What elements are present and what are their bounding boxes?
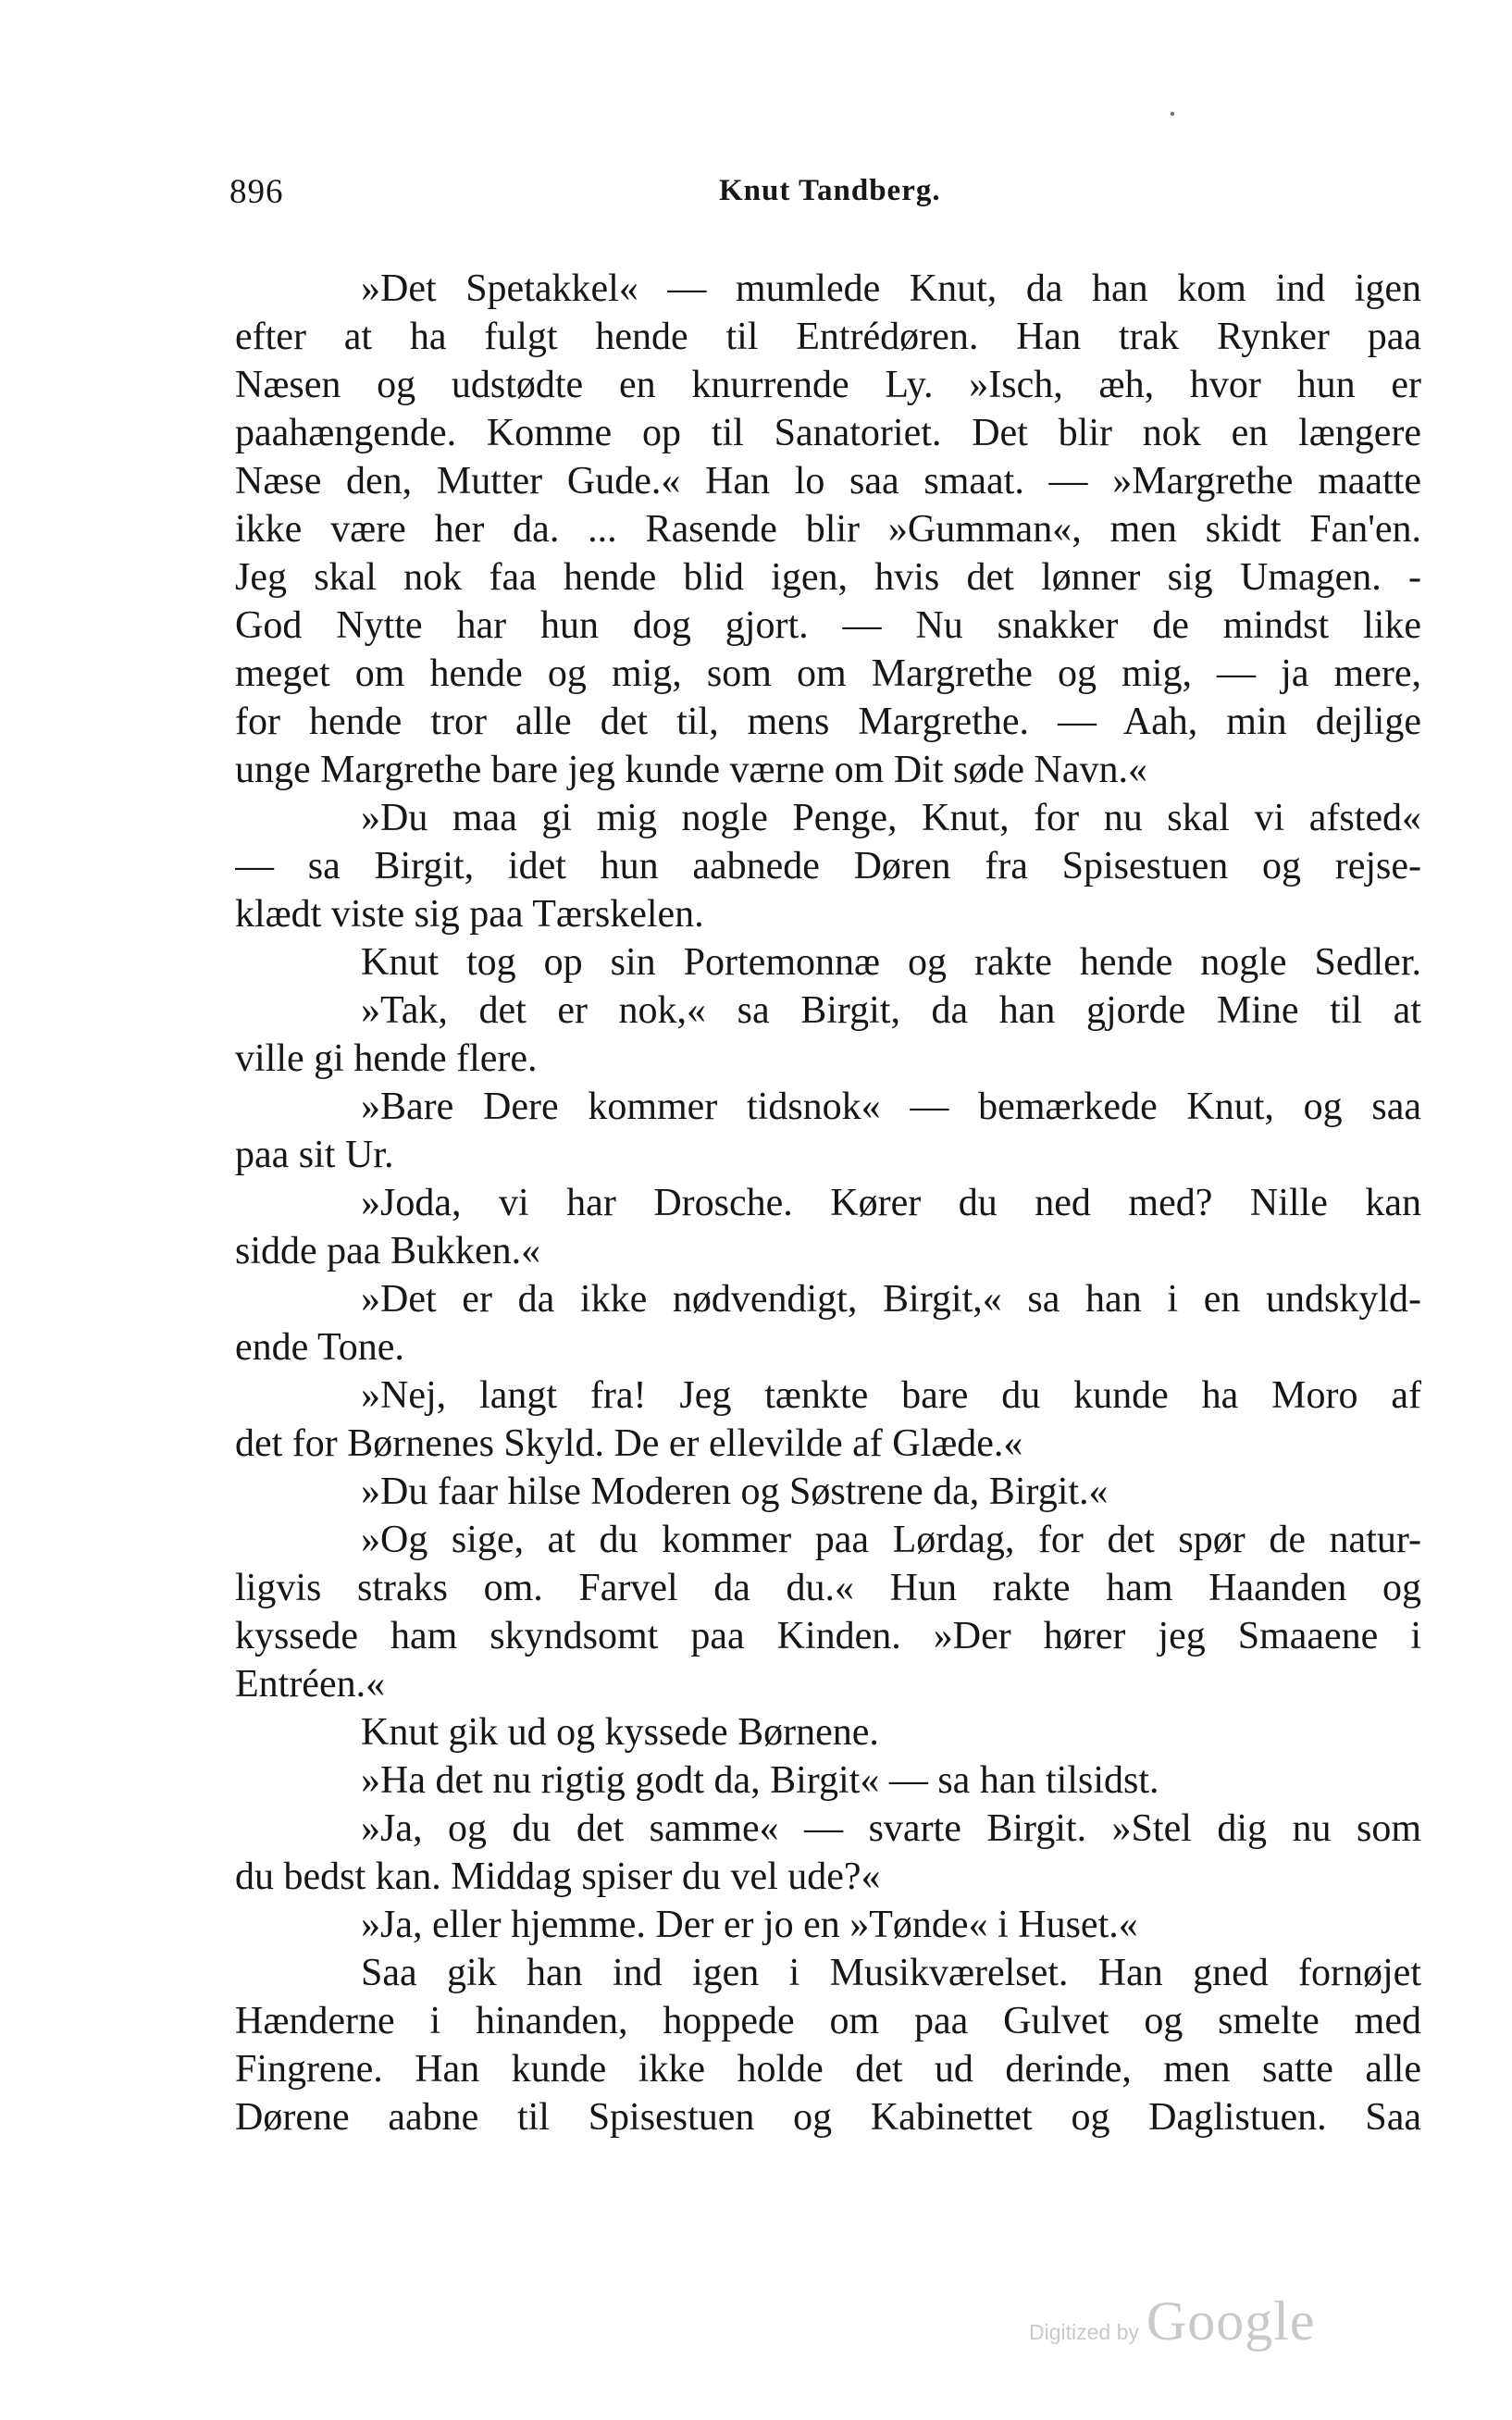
page-number: 896 (229, 173, 284, 211)
text-line: paahængende. Komme op til Sanatoriet. Det blir nok en længere (235, 412, 1421, 454)
text-line: ikke være her da. ... Rasende blir »Gumman«, men skidt Fan'en. (235, 508, 1421, 551)
text-line: Saa gik han ind igen i Musikværelset. Han gned fornøjet (361, 1952, 1421, 1994)
body-text (235, 265, 1421, 2141)
text-line: klædt viste sig paa Tærskelen. (235, 893, 704, 936)
text-line: Entréen.« (235, 1663, 386, 1706)
text-line: Dørene aabne til Spisestuen og Kabinettet og Daglistuen. Saa (235, 2096, 1421, 2139)
text-line: for hende tror alle det til, mens Margrethe. — Aah, min dejlige (235, 701, 1421, 743)
text-line: Næse den, Mutter Gude.« Han lo saa smaat. — »Margrethe maatte (235, 460, 1421, 503)
digitized-watermark (1029, 2290, 1316, 2352)
text-line: meget om hende og mig, som om Margrethe og mig, — ja mere, (235, 652, 1421, 695)
text-line: Næsen og udstødte en knurrende Ly. »Isch, æh, hvor hun er (235, 364, 1421, 406)
text-line: det for Børnenes Skyld. De er ellevilde af Glæde.« (235, 1422, 1023, 1465)
text-line: »Og sige, at du kommer paa Lørdag, for det spør de natur- (361, 1519, 1421, 1561)
text-line: »Ja, og du det samme« — svarte Birgit. »Stel dig nu som (361, 1807, 1421, 1850)
text-line: ville gi hende flere. (235, 1037, 538, 1080)
text-line: »Det er da ikke nødvendigt, Birgit,« sa han i en undskyld- (361, 1278, 1421, 1321)
text-line: »Du faar hilse Moderen og Søstrene da, Birgit.« (361, 1471, 1109, 1513)
text-line: — sa Birgit, idet hun aabnede Døren fra Spisestuen og rejse- (235, 845, 1421, 887)
watermark-prefix: Digitized by (1029, 2320, 1139, 2344)
text-line: Knut gik ud og kyssede Børnene. (361, 1711, 879, 1754)
text-line: »Ha det nu rigtig godt da, Birgit« — sa han tilsidst. (361, 1759, 1159, 1802)
text-line: »Det Spetakkel« — mumlede Knut, da han kom ind igen (361, 267, 1421, 310)
text-line: ligvis straks om. Farvel da du.« Hun rakte ham Haanden og (235, 1567, 1421, 1609)
text-line: kyssede ham skyndsomt paa Kinden. »Der hører jeg Smaaene i (235, 1615, 1421, 1657)
google-logo: Google (1146, 2290, 1316, 2352)
text-line: ende Tone. (235, 1326, 404, 1369)
scan-speck (1171, 112, 1174, 116)
text-line: »Tak, det er nok,« sa Birgit, da han gjorde Mine til at (361, 989, 1421, 1032)
text-line: du bedst kan. Middag spiser du vel ude?« (235, 1855, 881, 1898)
running-head: Knut Tandberg. (719, 174, 941, 207)
text-line: efter at ha fulgt hende til Entrédøren. Han trak Rynker paa (235, 316, 1421, 358)
text-line: »Nej, langt fra! Jeg tænkte bare du kunde ha Moro af (361, 1374, 1421, 1417)
text-line: »Ja, eller hjemme. Der er jo en »Tønde« i Huset.« (361, 1904, 1138, 1946)
text-line: Hænderne i hinanden, hoppede om paa Gulvet og smelte med (235, 2000, 1421, 2042)
text-line: God Nytte har hun dog gjort. — Nu snakker de mindst like (235, 604, 1421, 647)
text-line: paa sit Ur. (235, 1134, 394, 1176)
text-line: »Bare Dere kommer tidsnok« — bemærkede Knut, og saa (361, 1086, 1421, 1128)
text-line: unge Margrethe bare jeg kunde værne om Dit søde Navn.« (235, 749, 1147, 791)
text-line: sidde paa Bukken.« (235, 1230, 541, 1272)
text-line: »Joda, vi har Drosche. Kører du ned med? Nille kan (361, 1182, 1421, 1224)
text-line: »Du maa gi mig nogle Penge, Knut, for nu skal vi afsted« (361, 797, 1421, 839)
text-line: Knut tog op sin Portemonnæ og rakte hende nogle Sedler. (361, 941, 1421, 984)
text-line: Jeg skal nok faa hende blid igen, hvis det lønner sig Umagen. - (235, 556, 1421, 599)
text-line: Fingrene. Han kunde ikke holde det ud derinde, men satte alle (235, 2048, 1421, 2091)
